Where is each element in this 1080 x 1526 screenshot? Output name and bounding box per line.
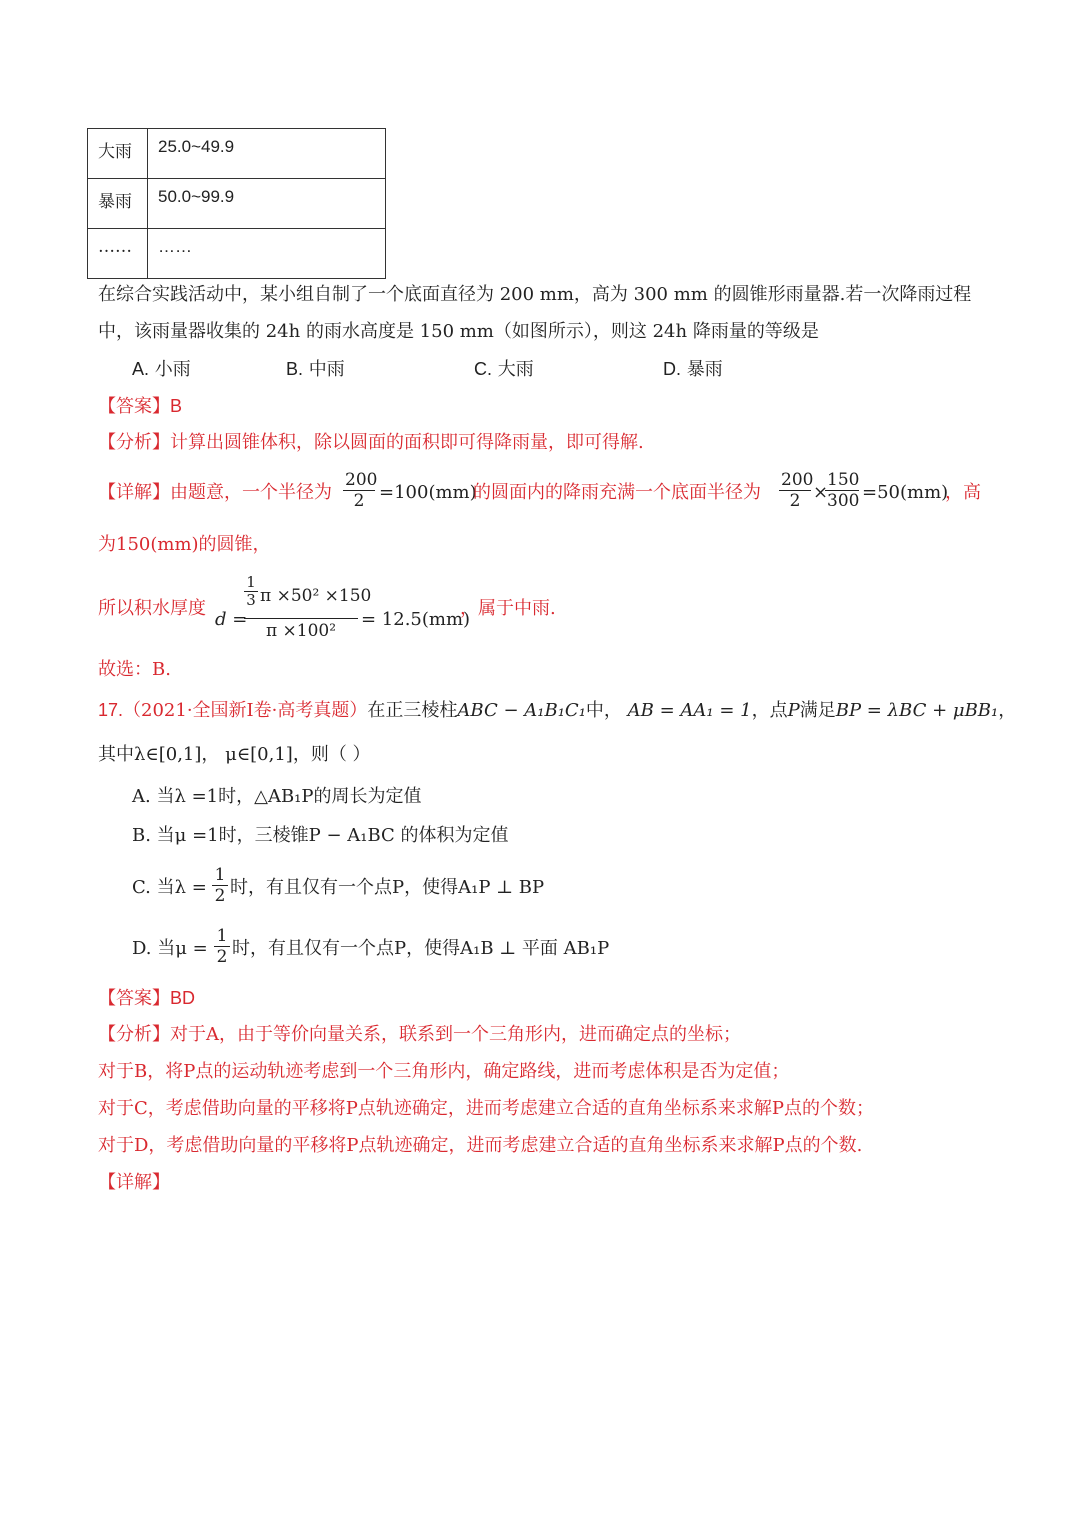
answer-tag: 【答案】 (98, 396, 170, 417)
range-cell: 25.0~49.9 (148, 129, 386, 179)
fraction-denominator: 2 (789, 491, 801, 511)
fraction-denominator: 2 (214, 886, 226, 906)
q16-stem-line1: 在综合实践活动中，某小组自制了一个底面直径为 200 mm，高为 300 mm 的圆锥形雨量器.若一次降雨过程 (98, 284, 972, 305)
q16-option-b (286, 357, 345, 382)
q17-analysis (98, 1023, 741, 1047)
prism-name: ABC − A₁B₁C₁ (457, 700, 586, 721)
radius-50mm: =50(mm) (862, 482, 949, 503)
denominator: π ×100² (265, 621, 337, 641)
answer-value: BD (170, 988, 196, 1008)
option-text: 中雨 (308, 359, 345, 380)
q17-option-c-post: 时，有且仅有一个点P，使得A₁P ⊥ BP (230, 877, 545, 898)
grade-cell: …… (88, 229, 148, 279)
option-text: 暴雨 (686, 359, 723, 380)
stem-text: ，点 (751, 700, 788, 721)
fraction-numerator: 200 (781, 470, 814, 490)
vector-equation: BP = λBC + μBB₁ (835, 700, 999, 721)
stem-text: 满足 (799, 700, 836, 721)
fraction-200-over-2 (779, 470, 814, 511)
fraction-one-half (212, 865, 228, 906)
option-label: B. (286, 359, 304, 379)
analysis-text: 对于A，由于等价向量关系，联系到一个三角形内，进而确定点的坐标； (170, 1024, 741, 1045)
stem-text: 在正三棱柱 (367, 700, 458, 721)
q17-option-b: B. 当μ =1时，三棱锥P − A₁BC 的体积为定值 (132, 825, 509, 846)
volume-over-area-fraction (244, 573, 372, 641)
q17-option-a: A. 当λ =1时，△AB₁P的周长为定值 (132, 786, 422, 807)
range-cell: 50.0~99.9 (148, 179, 386, 229)
q17-option-d-post: 时，有且仅有一个点P，使得A₁B ⊥ 平面 AB₁P (232, 938, 610, 959)
detail-tag: 【详解】 (98, 482, 170, 503)
table-row (88, 129, 386, 179)
d-equals: d = (215, 609, 248, 630)
fraction-150-over-300 (825, 470, 859, 511)
numerator-rest: π ×50² ×150 (260, 586, 372, 606)
q16-detail-tag-text (98, 481, 332, 505)
q17-option-c-pre: C. 当λ = (132, 877, 207, 898)
radius-100mm: =100(mm) (379, 482, 477, 503)
point-p: P (787, 700, 800, 721)
fraction-numerator: 200 (345, 470, 378, 490)
q17-analysis-4: 对于D，考虑借助向量的平移将P点轨迹确定，进而考虑建立合适的直角坐标系来求解P点的个数. (98, 1135, 863, 1156)
option-text: 小雨 (154, 359, 191, 380)
q16-detail-line3-label: 所以积水厚度 (98, 598, 206, 619)
analysis-tag: 【分析】 (98, 1024, 170, 1045)
option-label: D. (663, 359, 681, 379)
q16-analysis (98, 431, 644, 455)
q17-analysis-2: 对于B，将P点的运动轨迹考虑到一个三角形内，确定路线，进而考虑体积是否为定值； (98, 1061, 790, 1082)
option-label: C. (474, 359, 492, 379)
stem-text: 中， (585, 700, 622, 721)
fraction-numerator: 150 (827, 470, 860, 490)
answer-value: B (170, 396, 183, 416)
table-row (88, 229, 386, 279)
option-text: 大雨 (497, 359, 534, 380)
fraction-numerator: 1 (214, 865, 226, 885)
q17-answer (98, 986, 195, 1011)
thickness-result: = 12.5(mm) (361, 609, 471, 630)
q17-option-d-pre: D. 当μ = (132, 938, 208, 959)
fraction-numerator: 1 (246, 573, 256, 591)
fraction-bar (244, 618, 358, 619)
q16-answer (98, 394, 182, 419)
q17-analysis-3: 对于C，考虑借助向量的平移将P点轨迹确定，进而考虑建立合适的直角坐标系来求解P点的个数； (98, 1098, 874, 1119)
question-number: 17. (98, 700, 124, 720)
q16-option-a (132, 357, 191, 382)
stem-text: ， (998, 700, 1017, 721)
q16-detail-line3-tail: ，属于中雨. (460, 598, 556, 619)
fraction-denominator: 2 (353, 491, 365, 511)
q17-stem-line2: 其中λ∈[0,1]， μ∈[0,1]，则（ ） (98, 744, 371, 765)
fraction-one-half (214, 926, 230, 967)
fraction-200-over-2 (343, 470, 378, 511)
one-third (244, 574, 258, 609)
analysis-text: 计算出圆锥体积，除以圆面的面积即可得降雨量，即可得解. (170, 432, 644, 453)
q16-detail-text-2: 的圆面内的降雨充满一个底面半径为 (473, 482, 761, 503)
grade-cell: 大雨 (88, 129, 148, 179)
range-cell: …… (148, 229, 386, 279)
q16-detail-text-3: ，高 (945, 482, 981, 503)
question-source: （2021·全国新Ⅰ卷·高考真题） (123, 700, 368, 721)
q16-option-d (663, 357, 723, 382)
times-sign: × (813, 482, 829, 503)
q17-detail-tag: 【详解】 (98, 1172, 170, 1193)
rainfall-grade-table (87, 128, 386, 279)
q16-option-c (474, 357, 534, 382)
q16-choice: 故选：B. (98, 659, 171, 680)
fraction-denominator: 300 (827, 491, 860, 511)
grade-cell: 暴雨 (88, 179, 148, 229)
q16-detail-line2: 为150(mm)的圆锥， (98, 534, 271, 555)
table-row (88, 179, 386, 229)
q16-stem-line2: 中，该雨量器收集的 24h 的雨水高度是 150 mm（如图所示），则这 24h 降雨量的等级是 (98, 321, 819, 342)
answer-tag: 【答案】 (98, 988, 170, 1009)
fraction-denominator: 2 (216, 947, 228, 967)
option-label: A. (132, 359, 150, 379)
q17-stem-line1 (98, 698, 1016, 723)
analysis-tag: 【分析】 (98, 432, 170, 453)
fraction-numerator: 1 (216, 926, 228, 946)
condition: AB = AA₁ = 1 (627, 700, 752, 721)
detail-text: 由题意，一个半径为 (170, 482, 332, 503)
fraction-denominator: 3 (246, 591, 256, 609)
